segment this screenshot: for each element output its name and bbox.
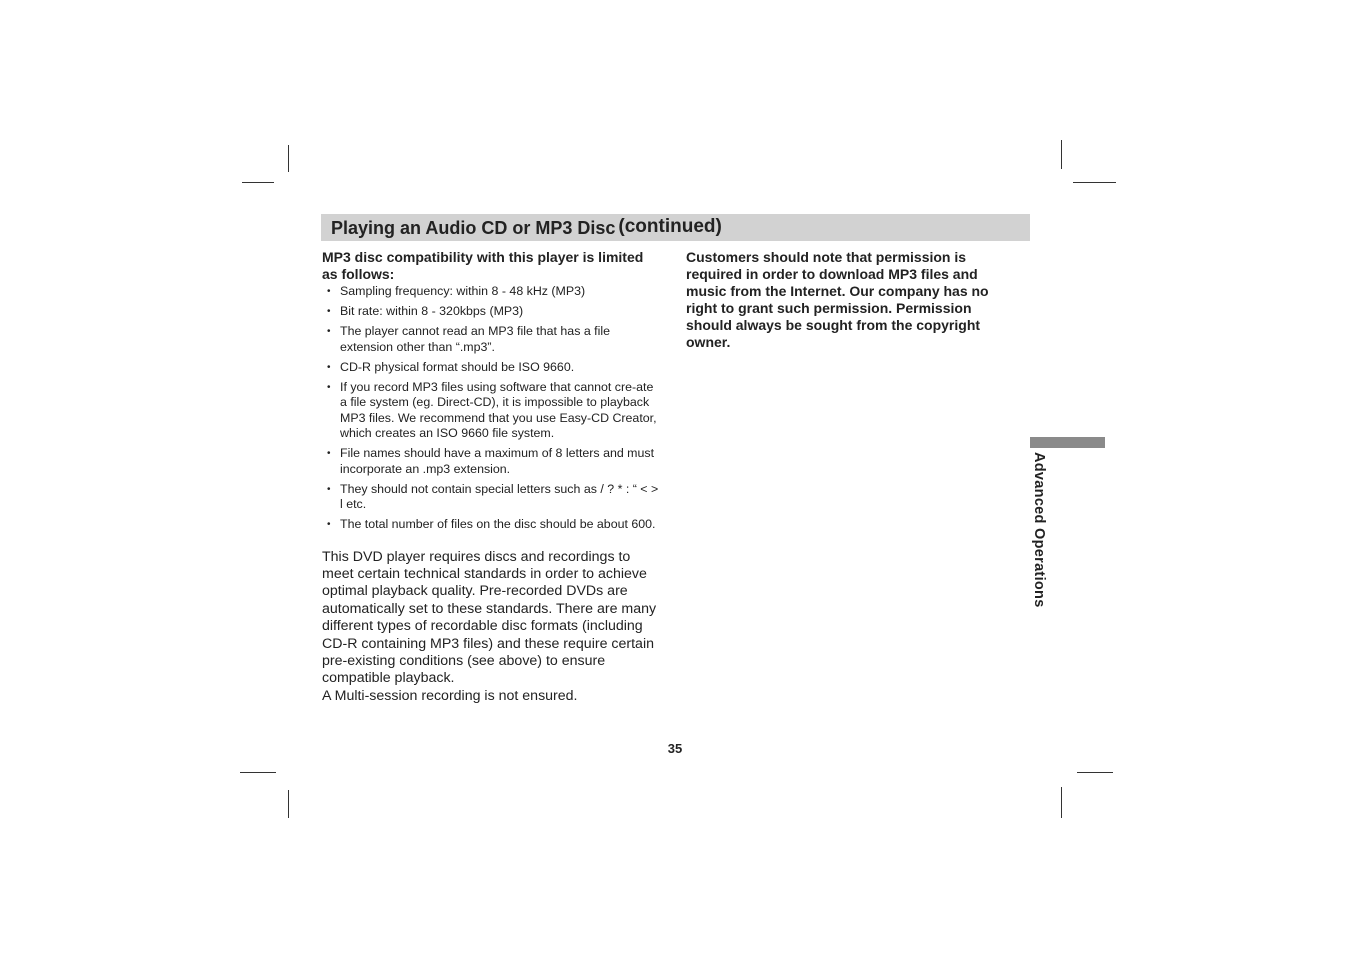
chapter-tab-label: Advanced Operations: [1031, 452, 1047, 608]
crop-mark: [288, 145, 289, 172]
bullet-icon: •: [327, 448, 331, 459]
compatibility-heading: MP3 disc compatibility with this player is limited as follows:: [322, 249, 644, 282]
crop-mark: [240, 772, 276, 773]
bullet-icon: •: [327, 361, 331, 373]
standards-paragraph: [322, 549, 660, 706]
bullet-icon: •: [327, 381, 331, 393]
list-item: • The total number of files on the disc should be about 600.: [327, 517, 656, 531]
bullet-icon: •: [327, 326, 331, 337]
multisession-note: A Multi-session recording is not ensured.: [322, 687, 578, 704]
list-item: • File names should have a maximum of 8 letters and must incorporate an .mp3 extension.: [327, 446, 655, 476]
chapter-tab-marker: [1030, 437, 1105, 448]
crop-mark: [1061, 787, 1062, 818]
page-title-text: Playing an Audio CD or MP3 Disc: [331, 218, 616, 238]
list-item: • The player cannot read an MP3 file that has a file extension other than “.mp3”.: [327, 324, 610, 354]
standards-text: This DVD player requires discs and recordings to meet certain technical standards in order to achieve optimal playback quality. Pre-recorded DVDs are automatically set to these standards. There are many different types of recordable disc formats (including CD-R containing MP3 files) and these require certain pre-existing conditions (see above) to ensure compatible playback.: [322, 548, 657, 687]
right-column: [686, 249, 1008, 351]
bullet-icon: •: [327, 286, 331, 297]
crop-mark: [1077, 772, 1113, 773]
bullet-icon: •: [327, 519, 331, 530]
copyright-notice: Customers should note that permission is required in order to download MP3 files and music from the Internet. Our company has no right to grant such permission. Permission should always be sought from the copyright owner.: [686, 249, 989, 350]
compatibility-list: [322, 284, 660, 533]
list-item: • Sampling frequency: within 8 - 48 kHz (MP3): [327, 284, 586, 298]
list-item: • Bit rate: within 8 - 320kbps (MP3): [327, 304, 524, 318]
crop-mark: [242, 182, 274, 183]
crop-mark: [1061, 140, 1062, 169]
list-item: • They should not contain special letters such as / ? * : “ < > l etc.: [327, 481, 659, 511]
page-title: [331, 218, 722, 240]
bullet-icon: •: [327, 483, 331, 495]
crop-mark: [1073, 182, 1116, 183]
page-number: 35: [667, 741, 683, 756]
crop-mark: [288, 790, 289, 818]
list-item: • If you record MP3 files using software that cannot cre-ate a file system (eg. Direct-CD), it is impossible to playback MP3 files. We recommend that you use Easy-CD Creator, which creates an ISO 9660 file system.: [327, 379, 657, 440]
title-continued: (continued): [618, 216, 722, 237]
bullet-icon: •: [327, 306, 331, 317]
list-item: • CD-R physical format should be ISO 9660.: [327, 359, 575, 374]
section-title-bar: [321, 214, 1030, 241]
left-column: [322, 249, 660, 705]
